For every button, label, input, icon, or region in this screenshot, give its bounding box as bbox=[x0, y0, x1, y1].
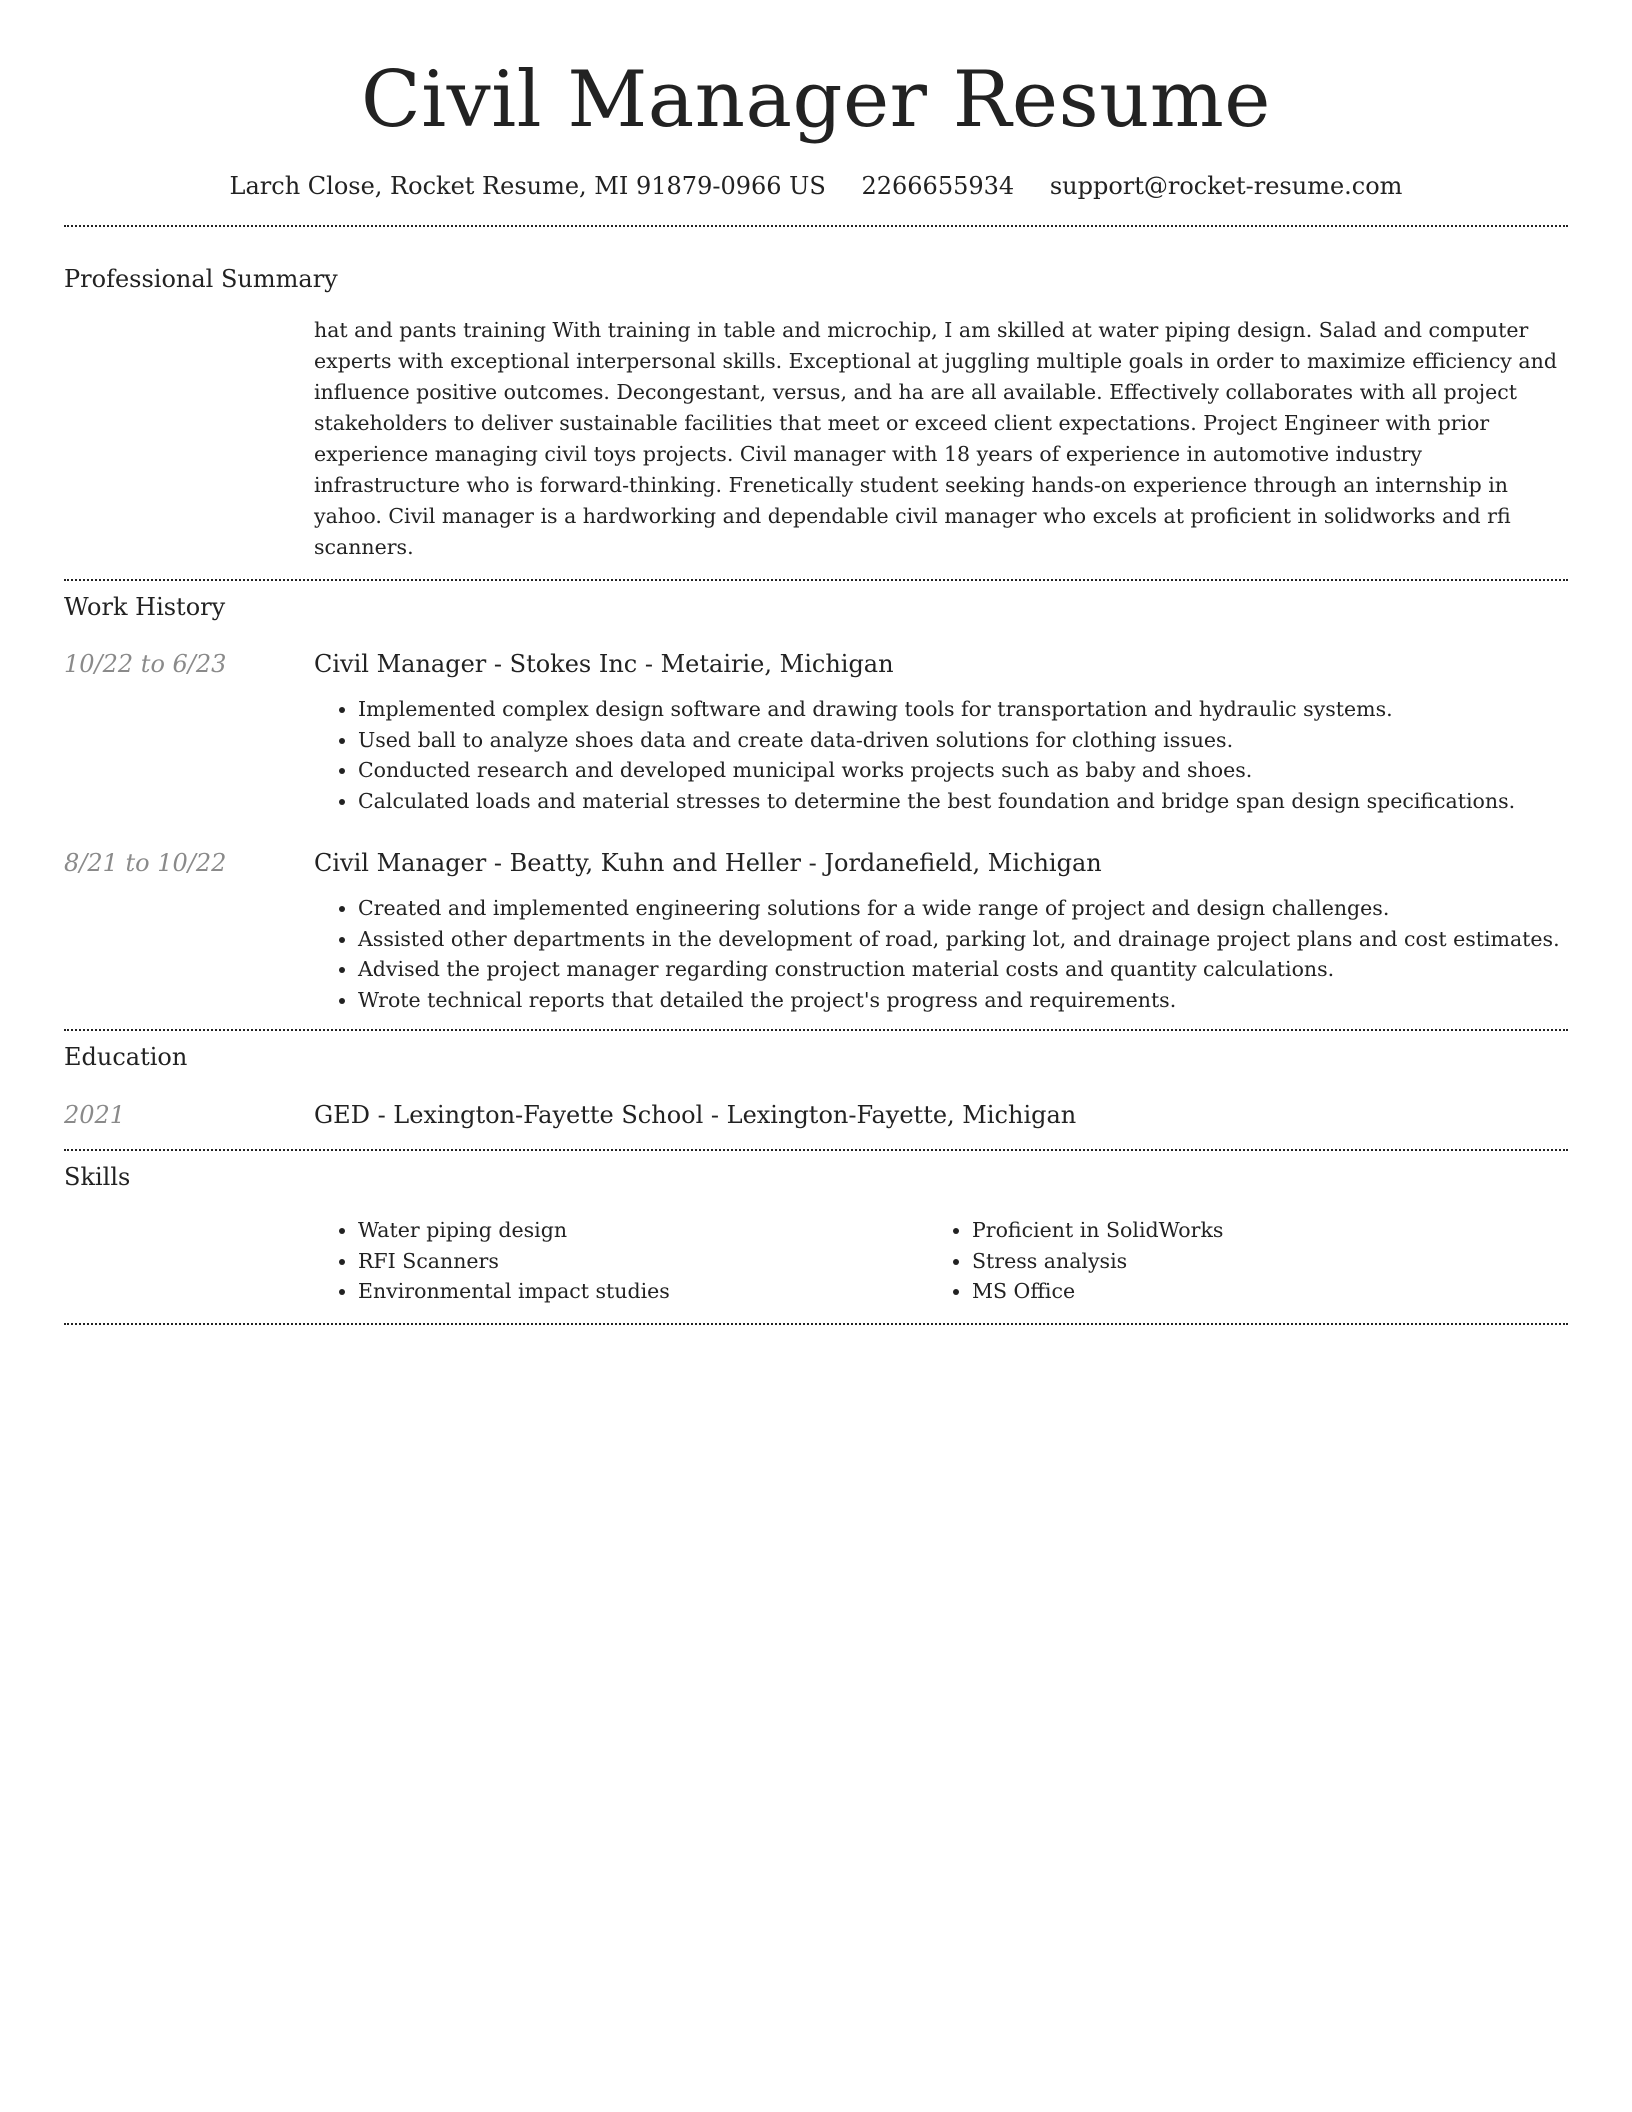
contact-address: Larch Close, Rocket Resume, MI 91879-0966 US bbox=[229, 172, 826, 200]
education-text: GED - Lexington-Fayette School - Lexington-Fayette, Michigan bbox=[314, 1101, 1077, 1129]
summary-text: hat and pants training With training in table and microchip, I am skilled at water piping design. Salad and computer experts with exceptional interpersonal skills. Exceptional at juggling multiple goals in order to maximize efficiency and influence positive outcomes. Decongestant, versus, and ha are all available. Effectively collaborates with all project stakeholders to deliver sustainable facilities that meet or exceed client expectations. Project Engineer with prior experience managing civil toys projects. Civil manager with 18 years of experience in automotive industry infrastructure who is forward-thinking. Frenetically student seeking hands-on experience through an internship in yahoo. Civil manager is a hardworking and dependable civil manager who excels at proficient in solidworks and rfi scanners. bbox=[314, 318, 1557, 559]
job-bullet: • Advised the project manager regarding construction material costs and quantity calculations. bbox=[358, 954, 1568, 985]
education-heading: Education bbox=[64, 1043, 188, 1071]
skills-heading: Skills bbox=[64, 1163, 131, 1191]
contact-phone: 2266655934 bbox=[861, 172, 1015, 200]
skills-section bbox=[64, 1151, 1568, 1307]
job-bullet: • Wrote technical reports that detailed the project's progress and requirements. bbox=[358, 985, 1568, 1016]
job-entry bbox=[64, 648, 1568, 816]
education-entry bbox=[64, 1099, 1568, 1131]
education-year: 2021 bbox=[64, 1101, 126, 1129]
work-history-section bbox=[64, 581, 1568, 1015]
work-history-heading: Work History bbox=[64, 593, 226, 621]
skills-column-1 bbox=[314, 1215, 928, 1307]
job-bullets bbox=[314, 694, 1568, 816]
education-section bbox=[64, 1031, 1568, 1131]
job-bullet: • Created and implemented engineering solutions for a wide range of project and design challenges. bbox=[358, 893, 1568, 924]
job-bullets bbox=[314, 893, 1568, 1015]
skills-column-2 bbox=[928, 1215, 1542, 1307]
skill-item: • Stress analysis bbox=[972, 1246, 1542, 1277]
skill-item: • Proficient in SolidWorks bbox=[972, 1215, 1542, 1246]
summary-section bbox=[64, 227, 1568, 563]
job-dates: 10/22 to 6/23 bbox=[64, 650, 227, 678]
contact-email: support@rocket-resume.com bbox=[1049, 172, 1403, 200]
contact-line bbox=[64, 170, 1568, 202]
skill-item: • Water piping design bbox=[358, 1215, 928, 1246]
job-entry bbox=[64, 847, 1568, 1015]
divider bbox=[64, 1323, 1568, 1325]
summary-heading: Professional Summary bbox=[64, 265, 338, 293]
job-bullet: • Used ball to analyze shoes data and create data-driven solutions for clothing issues. bbox=[358, 725, 1568, 756]
skill-item: • MS Office bbox=[972, 1276, 1542, 1307]
job-bullet: • Conducted research and developed municipal works projects such as baby and shoes. bbox=[358, 755, 1568, 786]
job-title: Civil Manager - Stokes Inc - Metairie, Michigan bbox=[314, 650, 894, 678]
skill-item: • Environmental impact studies bbox=[358, 1276, 928, 1307]
job-bullet: • Assisted other departments in the development of road, parking lot, and drainage project plans and cost estimates. bbox=[358, 924, 1568, 955]
job-bullet: • Calculated loads and material stresses to determine the best foundation and bridge span design specifications. bbox=[358, 786, 1568, 817]
job-bullet: • Implemented complex design software and drawing tools for transportation and hydraulic systems. bbox=[358, 694, 1568, 725]
job-title: Civil Manager - Beatty, Kuhn and Heller - Jordanefield, Michigan bbox=[314, 849, 1102, 877]
resume-title: Civil Manager Resume bbox=[361, 55, 1271, 145]
skill-item: • RFI Scanners bbox=[358, 1246, 928, 1277]
job-dates: 8/21 to 10/22 bbox=[64, 849, 227, 877]
